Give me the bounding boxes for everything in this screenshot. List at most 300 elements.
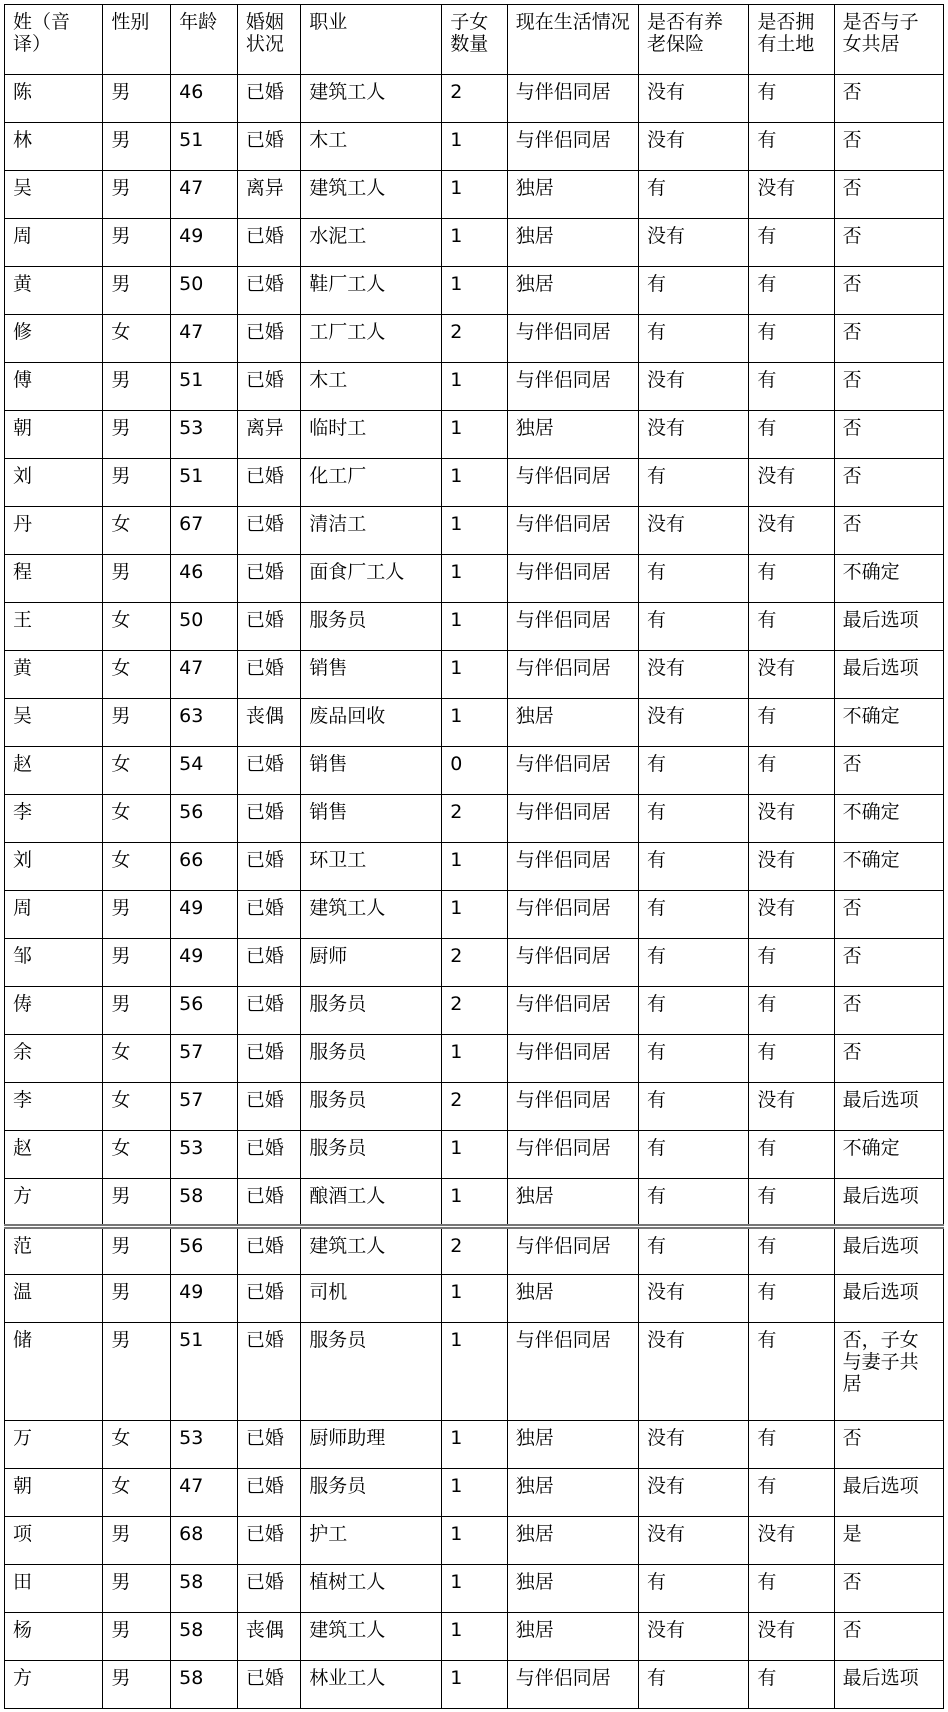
table-row — [5, 939, 944, 987]
table-row — [5, 171, 944, 219]
table-cell: 刘 — [5, 843, 103, 891]
table-cell: 有 — [749, 1227, 834, 1275]
table-cell: 没有 — [749, 459, 834, 507]
table-cell: 1 — [442, 1323, 508, 1421]
table-cell: 与伴侣同居 — [507, 1131, 638, 1179]
table-cell: 男 — [103, 987, 171, 1035]
table-cell: 女 — [103, 747, 171, 795]
table-cell: 没有 — [638, 1517, 748, 1565]
table-cell: 清洁工 — [301, 507, 442, 555]
table-cell: 厨师 — [301, 939, 442, 987]
column-header: 现在生活情况 — [507, 5, 638, 75]
table-cell: 有 — [749, 1275, 834, 1323]
table-cell: 独居 — [507, 1421, 638, 1469]
table-cell: 46 — [171, 555, 238, 603]
table-cell: 没有 — [638, 123, 748, 171]
table-cell: 已婚 — [237, 603, 300, 651]
table-cell: 已婚 — [237, 315, 300, 363]
table-cell: 1 — [442, 171, 508, 219]
table-cell: 男 — [103, 459, 171, 507]
table-row — [5, 987, 944, 1035]
table-cell: 女 — [103, 603, 171, 651]
table-cell: 49 — [171, 1275, 238, 1323]
table-cell: 1 — [442, 1565, 508, 1613]
table-cell: 临时工 — [301, 411, 442, 459]
table-cell: 有 — [749, 1035, 834, 1083]
table-cell: 已婚 — [237, 1323, 300, 1421]
table-cell: 已婚 — [237, 267, 300, 315]
table-cell: 1 — [442, 267, 508, 315]
table-cell: 最后选项 — [834, 1661, 943, 1709]
table-cell: 建筑工人 — [301, 75, 442, 123]
table-cell: 项 — [5, 1517, 103, 1565]
table-cell: 有 — [749, 1469, 834, 1517]
table-cell: 2 — [442, 75, 508, 123]
table-cell: 司机 — [301, 1275, 442, 1323]
column-header: 婚姻状况 — [237, 5, 300, 75]
table-cell: 建筑工人 — [301, 891, 442, 939]
table-cell: 有 — [749, 939, 834, 987]
table-cell: 已婚 — [237, 891, 300, 939]
column-header: 是否有养老保险 — [638, 5, 748, 75]
table-cell: 没有 — [638, 1613, 748, 1661]
table-cell: 男 — [103, 1517, 171, 1565]
table-cell: 服务员 — [301, 1323, 442, 1421]
table-cell: 朝 — [5, 1469, 103, 1517]
table-cell: 没有 — [638, 1469, 748, 1517]
table-header — [5, 5, 944, 75]
table-cell: 女 — [103, 843, 171, 891]
table-cell: 有 — [638, 1661, 748, 1709]
table-cell: 68 — [171, 1517, 238, 1565]
table-cell: 否 — [834, 1565, 943, 1613]
table-cell: 面食厂工人 — [301, 555, 442, 603]
table-row — [5, 699, 944, 747]
table-cell: 有 — [749, 363, 834, 411]
table-cell: 56 — [171, 987, 238, 1035]
table-cell: 不确定 — [834, 699, 943, 747]
table-cell: 有 — [638, 843, 748, 891]
table-cell: 俦 — [5, 987, 103, 1035]
table-cell: 否 — [834, 75, 943, 123]
table-cell: 否 — [834, 459, 943, 507]
table-cell: 与伴侣同居 — [507, 1035, 638, 1083]
table-cell: 有 — [749, 987, 834, 1035]
table-cell: 不确定 — [834, 555, 943, 603]
table-cell: 周 — [5, 219, 103, 267]
table-row — [5, 651, 944, 699]
table-cell: 傅 — [5, 363, 103, 411]
table-cell: 与伴侣同居 — [507, 459, 638, 507]
table-cell: 1 — [442, 1275, 508, 1323]
table-cell: 有 — [749, 219, 834, 267]
table-cell: 66 — [171, 843, 238, 891]
table-cell: 否 — [834, 891, 943, 939]
table-cell: 服务员 — [301, 1131, 442, 1179]
table-cell: 男 — [103, 75, 171, 123]
table-cell: 有 — [638, 171, 748, 219]
table-cell: 58 — [171, 1661, 238, 1709]
table-cell: 与伴侣同居 — [507, 747, 638, 795]
table-cell: 已婚 — [237, 363, 300, 411]
column-header: 子女数量 — [442, 5, 508, 75]
table-cell: 程 — [5, 555, 103, 603]
table-cell: 1 — [442, 1469, 508, 1517]
table-cell: 有 — [638, 315, 748, 363]
table-cell: 有 — [638, 267, 748, 315]
table-cell: 有 — [749, 1421, 834, 1469]
table-cell: 田 — [5, 1565, 103, 1613]
table-cell: 男 — [103, 891, 171, 939]
table-cell: 已婚 — [237, 795, 300, 843]
table-cell: 53 — [171, 1131, 238, 1179]
table-cell: 否 — [834, 315, 943, 363]
table-cell: 男 — [103, 1565, 171, 1613]
table-cell: 男 — [103, 1275, 171, 1323]
table-cell: 与伴侣同居 — [507, 603, 638, 651]
table-cell: 朝 — [5, 411, 103, 459]
table-cell: 有 — [749, 75, 834, 123]
table-cell: 服务员 — [301, 603, 442, 651]
table-row — [5, 747, 944, 795]
table-cell: 50 — [171, 603, 238, 651]
table-row — [5, 603, 944, 651]
table-cell: 与伴侣同居 — [507, 507, 638, 555]
table-cell: 已婚 — [237, 219, 300, 267]
table-cell: 1 — [442, 843, 508, 891]
table-cell: 1 — [442, 1131, 508, 1179]
table-row — [5, 1131, 944, 1179]
table-cell: 否 — [834, 363, 943, 411]
table-cell: 否 — [834, 987, 943, 1035]
table-cell: 没有 — [749, 891, 834, 939]
table-cell: 男 — [103, 411, 171, 459]
table-cell: 有 — [749, 603, 834, 651]
table-cell: 最后选项 — [834, 651, 943, 699]
table-cell: 已婚 — [237, 1565, 300, 1613]
table-cell: 已婚 — [237, 651, 300, 699]
table-cell: 男 — [103, 699, 171, 747]
table-cell: 男 — [103, 123, 171, 171]
table-cell: 否 — [834, 507, 943, 555]
table-cell: 女 — [103, 1421, 171, 1469]
table-cell: 已婚 — [237, 75, 300, 123]
table-cell: 有 — [749, 555, 834, 603]
table-cell: 有 — [749, 1323, 834, 1421]
table-cell: 男 — [103, 267, 171, 315]
table-cell: 化工厂 — [301, 459, 442, 507]
table-cell: 1 — [442, 411, 508, 459]
table-cell: 服务员 — [301, 987, 442, 1035]
table-cell: 厨师助理 — [301, 1421, 442, 1469]
table-cell: 工厂工人 — [301, 315, 442, 363]
table-cell: 销售 — [301, 747, 442, 795]
table-cell: 与伴侣同居 — [507, 651, 638, 699]
table-cell: 没有 — [638, 1323, 748, 1421]
table-cell: 46 — [171, 75, 238, 123]
table-cell: 男 — [103, 939, 171, 987]
table-cell: 否 — [834, 939, 943, 987]
table-cell: 与伴侣同居 — [507, 555, 638, 603]
table-cell: 与伴侣同居 — [507, 1227, 638, 1275]
table-cell: 有 — [638, 1131, 748, 1179]
table-cell: 修 — [5, 315, 103, 363]
table-cell: 否 — [834, 123, 943, 171]
table-cell: 与伴侣同居 — [507, 1083, 638, 1131]
table-cell: 47 — [171, 1469, 238, 1517]
table-cell: 否，子女与妻子共居 — [834, 1323, 943, 1421]
table-cell: 独居 — [507, 1565, 638, 1613]
table-cell: 1 — [442, 1613, 508, 1661]
table-cell: 与伴侣同居 — [507, 939, 638, 987]
table-cell: 没有 — [749, 843, 834, 891]
table-row — [5, 1661, 944, 1709]
table-cell: 已婚 — [237, 555, 300, 603]
column-header: 是否与子女共居 — [834, 5, 943, 75]
table-cell: 有 — [638, 1083, 748, 1131]
table-cell: 没有 — [638, 1275, 748, 1323]
table-cell: 赵 — [5, 1131, 103, 1179]
table-row — [5, 1083, 944, 1131]
table-cell: 1 — [442, 363, 508, 411]
table-cell: 57 — [171, 1083, 238, 1131]
table-cell: 离异 — [237, 411, 300, 459]
table-cell: 1 — [442, 1035, 508, 1083]
table-cell: 丧偶 — [237, 1613, 300, 1661]
table-cell: 没有 — [749, 1613, 834, 1661]
table-row — [5, 843, 944, 891]
table-cell: 与伴侣同居 — [507, 1323, 638, 1421]
table-cell: 有 — [638, 603, 748, 651]
table-cell: 没有 — [638, 75, 748, 123]
table-cell: 男 — [103, 555, 171, 603]
table-cell: 男 — [103, 1661, 171, 1709]
table-cell: 已婚 — [237, 1517, 300, 1565]
table-row — [5, 795, 944, 843]
table-cell: 53 — [171, 411, 238, 459]
table-cell: 57 — [171, 1035, 238, 1083]
table-cell: 2 — [442, 987, 508, 1035]
table-cell: 已婚 — [237, 1469, 300, 1517]
table-cell: 47 — [171, 315, 238, 363]
survey-table — [4, 4, 944, 1709]
table-cell: 余 — [5, 1035, 103, 1083]
table-cell: 已婚 — [237, 507, 300, 555]
table-cell: 独居 — [507, 1275, 638, 1323]
table-cell: 女 — [103, 1083, 171, 1131]
table-cell: 杨 — [5, 1613, 103, 1661]
table-cell: 2 — [442, 315, 508, 363]
table-cell: 51 — [171, 1323, 238, 1421]
table-row — [5, 1613, 944, 1661]
table-cell: 女 — [103, 1469, 171, 1517]
table-cell: 与伴侣同居 — [507, 1661, 638, 1709]
table-row — [5, 123, 944, 171]
table-cell: 有 — [749, 315, 834, 363]
table-cell: 最后选项 — [834, 1469, 943, 1517]
column-header: 姓（音译） — [5, 5, 103, 75]
table-cell: 有 — [749, 1661, 834, 1709]
table-row — [5, 507, 944, 555]
table-cell: 已婚 — [237, 1131, 300, 1179]
table-cell: 男 — [103, 1613, 171, 1661]
table-cell: 有 — [749, 1565, 834, 1613]
table-cell: 1 — [442, 123, 508, 171]
column-header: 年龄 — [171, 5, 238, 75]
table-row — [5, 1565, 944, 1613]
table-cell: 与伴侣同居 — [507, 795, 638, 843]
table-cell: 建筑工人 — [301, 1227, 442, 1275]
table-cell: 1 — [442, 507, 508, 555]
column-header: 职业 — [301, 5, 442, 75]
table-cell: 丹 — [5, 507, 103, 555]
table-cell: 服务员 — [301, 1469, 442, 1517]
table-cell: 赵 — [5, 747, 103, 795]
table-cell: 2 — [442, 1227, 508, 1275]
table-row — [5, 1275, 944, 1323]
table-cell: 没有 — [749, 1517, 834, 1565]
table-cell: 有 — [638, 1227, 748, 1275]
table-cell: 已婚 — [237, 1035, 300, 1083]
table-row — [5, 1227, 944, 1275]
table-cell: 与伴侣同居 — [507, 987, 638, 1035]
table-cell: 有 — [749, 411, 834, 459]
table-cell: 否 — [834, 171, 943, 219]
table-cell: 已婚 — [237, 1083, 300, 1131]
table-row — [5, 1035, 944, 1083]
table-cell: 木工 — [301, 363, 442, 411]
table-row — [5, 1179, 944, 1227]
header-row — [5, 5, 944, 75]
table-cell: 67 — [171, 507, 238, 555]
table-cell: 陈 — [5, 75, 103, 123]
table-cell: 独居 — [507, 1517, 638, 1565]
table-cell: 方 — [5, 1179, 103, 1227]
table-cell: 是 — [834, 1517, 943, 1565]
table-cell: 1 — [442, 1517, 508, 1565]
table-cell: 鞋厂工人 — [301, 267, 442, 315]
table-cell: 建筑工人 — [301, 1613, 442, 1661]
table-cell: 离异 — [237, 171, 300, 219]
table-cell: 58 — [171, 1613, 238, 1661]
table-cell: 废品回收 — [301, 699, 442, 747]
table-row — [5, 219, 944, 267]
table-cell: 独居 — [507, 267, 638, 315]
table-cell: 黄 — [5, 267, 103, 315]
table-cell: 58 — [171, 1179, 238, 1227]
table-cell: 已婚 — [237, 1661, 300, 1709]
table-cell: 酿酒工人 — [301, 1179, 442, 1227]
table-cell: 1 — [442, 651, 508, 699]
table-cell: 女 — [103, 651, 171, 699]
table-cell: 没有 — [749, 651, 834, 699]
table-cell: 独居 — [507, 1469, 638, 1517]
table-row — [5, 1469, 944, 1517]
table-cell: 47 — [171, 171, 238, 219]
table-cell: 没有 — [638, 651, 748, 699]
table-row — [5, 891, 944, 939]
table-cell: 没有 — [638, 363, 748, 411]
table-row — [5, 75, 944, 123]
table-cell: 有 — [638, 1565, 748, 1613]
table-cell: 有 — [638, 459, 748, 507]
table-cell: 49 — [171, 219, 238, 267]
table-cell: 吴 — [5, 699, 103, 747]
table-cell: 最后选项 — [834, 1179, 943, 1227]
table-row — [5, 1517, 944, 1565]
table-cell: 否 — [834, 267, 943, 315]
table-cell: 1 — [442, 555, 508, 603]
table-cell: 49 — [171, 939, 238, 987]
table-cell: 范 — [5, 1227, 103, 1275]
table-row — [5, 459, 944, 507]
table-cell: 不确定 — [834, 795, 943, 843]
table-row — [5, 1323, 944, 1421]
table-cell: 销售 — [301, 795, 442, 843]
table-cell: 53 — [171, 1421, 238, 1469]
table-cell: 2 — [442, 1083, 508, 1131]
table-cell: 2 — [442, 939, 508, 987]
table-cell: 植树工人 — [301, 1565, 442, 1613]
table-cell: 有 — [749, 1131, 834, 1179]
table-cell: 51 — [171, 459, 238, 507]
table-cell: 63 — [171, 699, 238, 747]
table-cell: 销售 — [301, 651, 442, 699]
table-cell: 已婚 — [237, 843, 300, 891]
table-cell: 女 — [103, 795, 171, 843]
table-cell: 邹 — [5, 939, 103, 987]
table-cell: 最后选项 — [834, 1275, 943, 1323]
table-cell: 有 — [749, 747, 834, 795]
table-cell: 49 — [171, 891, 238, 939]
table-row — [5, 1421, 944, 1469]
table-row — [5, 363, 944, 411]
table-cell: 最后选项 — [834, 1083, 943, 1131]
table-cell: 有 — [638, 939, 748, 987]
table-cell: 独居 — [507, 1613, 638, 1661]
table-cell: 否 — [834, 411, 943, 459]
table-cell: 男 — [103, 1323, 171, 1421]
table-body — [5, 75, 944, 1709]
table-cell: 建筑工人 — [301, 171, 442, 219]
table-cell: 万 — [5, 1421, 103, 1469]
table-cell: 没有 — [638, 507, 748, 555]
table-cell: 有 — [638, 987, 748, 1035]
table-cell: 否 — [834, 1035, 943, 1083]
table-cell: 没有 — [638, 1421, 748, 1469]
table-cell: 最后选项 — [834, 603, 943, 651]
table-cell: 木工 — [301, 123, 442, 171]
table-cell: 男 — [103, 1179, 171, 1227]
table-cell: 0 — [442, 747, 508, 795]
table-cell: 与伴侣同居 — [507, 891, 638, 939]
table-cell: 与伴侣同居 — [507, 315, 638, 363]
table-cell: 李 — [5, 1083, 103, 1131]
table-cell: 王 — [5, 603, 103, 651]
table-cell: 没有 — [749, 795, 834, 843]
table-cell: 男 — [103, 1227, 171, 1275]
table-cell: 与伴侣同居 — [507, 843, 638, 891]
table-cell: 有 — [749, 699, 834, 747]
table-cell: 已婚 — [237, 1275, 300, 1323]
table-cell: 独居 — [507, 411, 638, 459]
table-cell: 有 — [749, 267, 834, 315]
table-row — [5, 267, 944, 315]
table-cell: 男 — [103, 219, 171, 267]
table-cell: 最后选项 — [834, 1227, 943, 1275]
table-cell: 1 — [442, 219, 508, 267]
table-cell: 已婚 — [237, 1227, 300, 1275]
